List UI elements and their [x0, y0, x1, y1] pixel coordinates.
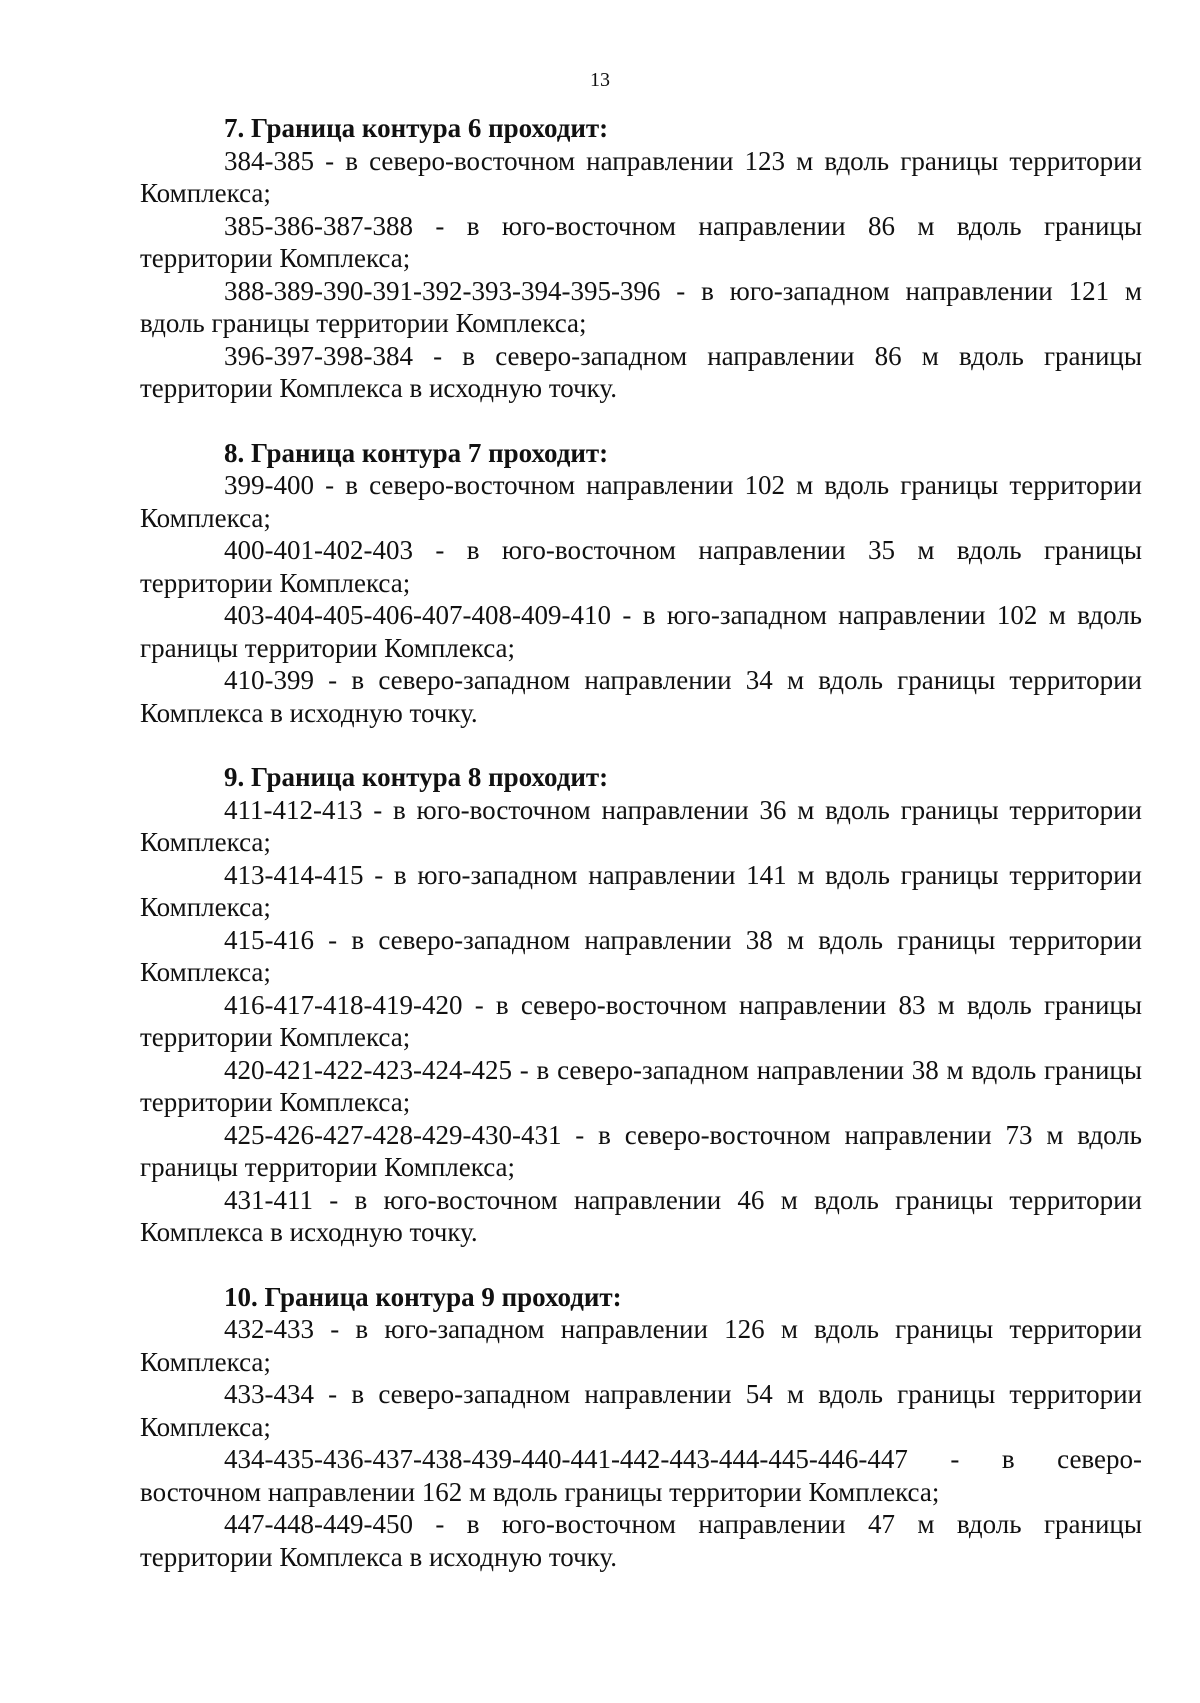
- boundary-item: 388-389-390-391-392-393-394-395-396 - в юго-западном направлении 121 м вдоль границы территории Комплекса;: [140, 275, 1142, 338]
- boundary-item: 431-411 - в юго-восточном направлении 46 м вдоль границы территории Комплекса в исходную точку.: [140, 1184, 1142, 1247]
- boundary-item: 384-385 - в северо-восточном направлении 123 м вдоль границы территории Комплекса;: [140, 145, 1142, 208]
- boundary-item: 411-412-413 - в юго-восточном направлении 36 м вдоль границы территории Комплекса;: [140, 794, 1142, 857]
- section-heading: 10. Граница контура 9 проходит:: [224, 1281, 622, 1312]
- document-body: [140, 112, 1142, 1573]
- boundary-item: 432-433 - в юго-западном направлении 126 м вдоль границы территории Комплекса;: [140, 1314, 1142, 1377]
- boundary-item: 400-401-402-403 - в юго-восточном направлении 35 м вдоль границы территории Комплекса;: [140, 535, 1142, 598]
- boundary-item: 447-448-449-450 - в юго-восточном направлении 47 м вдоль границы территории Комплекса в исходную точку.: [140, 1509, 1142, 1572]
- boundary-item: 385-386-387-388 - в юго-восточном направлении 86 м вдоль границы территории Комплекса;: [140, 210, 1142, 273]
- section-contour-7: [140, 437, 1142, 730]
- boundary-item: 399-400 - в северо-восточном направлении 102 м вдоль границы территории Комплекса;: [140, 470, 1142, 533]
- section-heading: 8. Граница контура 7 проходит:: [224, 437, 609, 468]
- section-contour-9: [140, 1281, 1142, 1574]
- boundary-item: 420-421-422-423-424-425 - в северо-западном направлении 38 м вдоль границы территории Комплекса;: [140, 1054, 1142, 1117]
- page-number: 13: [590, 69, 610, 91]
- boundary-item: 413-414-415 - в юго-западном направлении 141 м вдоль границы территории Комплекса;: [140, 859, 1142, 922]
- boundary-item: 425-426-427-428-429-430-431 - в северо-восточном направлении 73 м вдоль границы территории Комплекса;: [140, 1119, 1142, 1182]
- boundary-item: 416-417-418-419-420 - в северо-восточном направлении 83 м вдоль границы территории Комплекса;: [140, 989, 1142, 1052]
- section-heading: 9. Граница контура 8 проходит:: [224, 762, 609, 792]
- section-heading: 7. Граница контура 6 проходит:: [224, 113, 609, 143]
- boundary-item: 415-416 - в северо-западном направлении 38 м вдоль границы территории Комплекса;: [140, 924, 1142, 987]
- boundary-item: 403-404-405-406-407-408-409-410 - в юго-западном направлении 102 м вдоль границы территории Комплекса;: [140, 600, 1142, 663]
- boundary-item: 434-435-436-437-438-439-440-441-442-443-444-445-446-447 - в северо-восточном направлении 162 м вдоль границы территории Комплекса;: [140, 1444, 1142, 1507]
- boundary-item: 433-434 - в северо-западном направлении 54 м вдоль границы территории Комплекса;: [140, 1379, 1142, 1442]
- boundary-item: 410-399 - в северо-западном направлении 34 м вдоль границы территории Комплекса в исходную точку.: [140, 665, 1142, 728]
- section-contour-8: [140, 761, 1142, 1249]
- section-contour-6: [140, 112, 1142, 405]
- boundary-item: 396-397-398-384 - в северо-западном направлении 86 м вдоль границы территории Комплекса в исходную точку.: [140, 340, 1142, 403]
